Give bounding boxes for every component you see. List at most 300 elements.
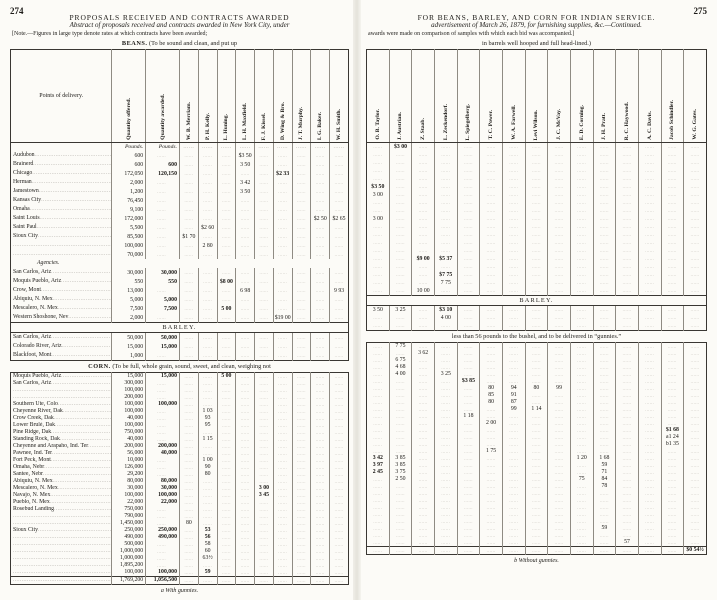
table-row: [367, 271, 707, 279]
bid-cell: ......: [434, 448, 457, 455]
bid-cell: ......: [502, 357, 525, 364]
quantity-awarded-cell: ......: [146, 464, 180, 471]
bid-cell: ......: [570, 497, 593, 504]
bid-cell: a1 24: [661, 434, 684, 441]
quantity-awarded-cell: 1,056,500: [146, 577, 180, 585]
column-header-quantity: [112, 50, 146, 143]
beans-heading: BEANS.: [121, 40, 148, 47]
table-row: [11, 250, 349, 259]
bid-cell: ......: [217, 492, 236, 499]
bid-cell: ......: [217, 436, 236, 443]
bid-cell: ......: [255, 520, 274, 527]
bid-cell: ......: [525, 239, 548, 247]
bid-cell: ......: [616, 151, 639, 159]
bid-cell: 9 93: [330, 286, 349, 295]
bid-cell: ......: [434, 434, 457, 441]
bid-cell: ......: [198, 342, 217, 351]
points-of-delivery-cell: Crow Creek, Dak .....: [11, 415, 112, 422]
bid-cell: ......: [412, 420, 435, 427]
bid-cell: ......: [311, 241, 330, 250]
bid-cell: 4 68: [389, 364, 412, 371]
column-header-bidder: [457, 50, 480, 143]
bid-cell: ......: [684, 322, 707, 331]
bid-cell: ......: [434, 207, 457, 215]
bid-cell: ......: [480, 255, 503, 263]
quantity-awarded-cell: ......: [146, 506, 180, 513]
bid-cell: ......: [373, 232, 383, 237]
bid-cell: ......: [330, 277, 349, 286]
bid-cell: ......: [389, 483, 412, 490]
points-of-delivery-cell: Rosebud Landing .....: [11, 506, 112, 513]
bid-cell: ......: [502, 497, 525, 504]
bid-cell: ......: [684, 255, 707, 263]
bid-cell: ......: [273, 205, 292, 214]
quantity-awarded-cell: 7,500: [146, 304, 180, 313]
bid-cell: ......: [684, 399, 707, 406]
quantity-offered-cell: 30,000: [112, 485, 146, 492]
quantity-offered-cell: 1,200: [112, 187, 146, 196]
table-header-row: [367, 50, 707, 143]
bid-cell: ......: [412, 539, 435, 547]
bid-cell: ......: [593, 434, 616, 441]
bid-cell: ......: [311, 313, 330, 323]
bid-cell: ......: [273, 577, 292, 585]
bid-cell: 2 80: [198, 241, 217, 250]
bid-cell: ......: [389, 239, 412, 247]
table-row: [367, 167, 707, 175]
bid-cell: ......: [412, 385, 435, 392]
bid-cell: 3 42: [372, 455, 383, 461]
column-header-bidder: [367, 50, 390, 143]
column-header-bidder: [412, 50, 435, 143]
bid-cell: ......: [457, 207, 480, 215]
table-row: [367, 539, 707, 547]
bid-cell: ......: [198, 178, 217, 187]
quantity-awarded-cell: 100,000: [146, 492, 180, 499]
bid-cell: ......: [525, 497, 548, 504]
bid-cell: ......: [273, 394, 292, 401]
bid-cell: ......: [198, 562, 217, 569]
beans-caption-right: [366, 40, 707, 47]
bid-cell: ......: [292, 548, 311, 555]
bid-cell: ......: [684, 350, 707, 357]
bid-cell: ......: [217, 534, 236, 541]
bid-cell: ......: [255, 541, 274, 548]
bid-cell: ......: [616, 462, 639, 469]
table-row: [11, 313, 349, 323]
bid-cell: ......: [179, 485, 198, 492]
bid-cell: ......: [502, 469, 525, 476]
points-of-delivery-cell: Santee, Nebr .....: [11, 471, 112, 478]
bid-cell: ......: [616, 350, 639, 357]
column-header-bidder: [616, 50, 639, 143]
bid-cell: ......: [236, 373, 255, 381]
bid-cell: ......: [525, 350, 548, 357]
bid-cell: ......: [593, 322, 616, 331]
bid-cell: ......: [198, 499, 217, 506]
quantity-offered-cell: 750,000: [112, 506, 146, 513]
bid-cell: ......: [457, 223, 480, 231]
bid-cell: ......: [502, 314, 525, 322]
bid-cell: ......: [179, 443, 198, 450]
bid-cell: ......: [273, 143, 292, 152]
table-row: [11, 457, 349, 464]
bid-cell: ......: [330, 541, 349, 548]
bid-cell: ......: [570, 287, 593, 296]
bid-cell: ......: [480, 239, 503, 247]
bid-cell: ......: [593, 239, 616, 247]
bid-cell: ......: [616, 199, 639, 207]
bid-cell: ......: [217, 178, 236, 187]
bid-cell: ......: [373, 288, 383, 293]
points-of-delivery-cell: San Carlos, Ariz .....: [11, 333, 112, 343]
rotated-header-text: R. C. Haywood.: [624, 101, 631, 140]
bid-cell: ......: [661, 525, 684, 532]
table-row: [11, 286, 349, 295]
bid-cell: ......: [373, 200, 383, 205]
bid-cell: ......: [480, 215, 503, 223]
bid-cell: ......: [179, 205, 198, 214]
bid-cell: ......: [330, 223, 349, 232]
table-row: [11, 464, 349, 471]
bid-cell: ......: [502, 420, 525, 427]
bid-cell: ......: [548, 504, 571, 511]
bid-cell: ......: [525, 413, 548, 420]
bid-cell: ......: [255, 478, 274, 485]
quantity-offered-cell: 40,000: [112, 436, 146, 443]
quantity-offered-cell: 250,000: [112, 527, 146, 534]
bid-cell: ......: [616, 207, 639, 215]
quantity-offered-cell: 5,000: [112, 295, 146, 304]
bid-cell: 3 00: [372, 216, 383, 222]
bid-cell: ......: [548, 223, 571, 231]
bid-cell: ......: [616, 427, 639, 434]
bid-cell: ......: [255, 277, 274, 286]
bid-cell: 4 00: [434, 314, 457, 322]
bid-cell: ......: [434, 525, 457, 532]
points-of-delivery-cell: [11, 555, 112, 562]
bid-cell: ......: [593, 159, 616, 167]
bid-cell: ......: [661, 476, 684, 483]
bid-cell: ......: [548, 263, 571, 271]
bid-cell: ......: [330, 187, 349, 196]
quantity-offered-cell: 100,000: [112, 387, 146, 394]
column-header-bidder: [480, 50, 503, 143]
bid-cell: ......: [434, 392, 457, 399]
bid-cell: ......: [179, 429, 198, 436]
bid-cell: ......: [457, 215, 480, 223]
bid-cell: ......: [525, 151, 548, 159]
bid-cell: ......: [570, 255, 593, 263]
bid-cell: ......: [311, 577, 330, 585]
bid-cell: ......: [236, 223, 255, 232]
bid-cell: ......: [593, 539, 616, 547]
bid-cell: ......: [198, 577, 217, 585]
bid-cell: ......: [311, 485, 330, 492]
bid-cell: ......: [236, 464, 255, 471]
bid-cell: ......: [661, 350, 684, 357]
bid-cell: $1 70: [179, 232, 198, 241]
beans-caption-continuation: in barrels well hooped and full head-lined.): [482, 40, 591, 47]
bid-cell: ......: [480, 306, 503, 315]
bid-cell: ......: [661, 539, 684, 547]
bid-cell: ......: [502, 427, 525, 434]
bid-cell: ......: [236, 562, 255, 569]
table-row: [11, 178, 349, 187]
bid-cell: 3 42: [236, 178, 255, 187]
table-row: [367, 483, 707, 490]
bid-cell: ......: [292, 178, 311, 187]
section-label-filler: [112, 259, 349, 268]
bid-cell: ......: [330, 492, 349, 499]
bid-cell: ......: [217, 333, 236, 343]
bid-cell: ......: [684, 263, 707, 271]
bid-cell: 1 18: [457, 413, 480, 420]
bid-cell: ......: [255, 313, 274, 323]
bid-cell: ......: [273, 286, 292, 295]
bid-cell: 90: [198, 464, 217, 471]
bid-cell: ......: [593, 497, 616, 504]
bid-cell: ......: [638, 483, 661, 490]
bid-cell: ......: [434, 322, 457, 331]
bid-cell: ......: [330, 205, 349, 214]
bid-cell: ......: [255, 151, 274, 160]
bid-cell: ......: [593, 511, 616, 518]
table-row: [367, 350, 707, 357]
bid-cell: ......: [389, 199, 412, 207]
bid-cell: ......: [480, 413, 503, 420]
bid-cell: ......: [236, 541, 255, 548]
bid-cell: ......: [292, 286, 311, 295]
bid-cell: ......: [570, 532, 593, 539]
bid-cell: ......: [457, 448, 480, 455]
bid-cell: 58: [198, 541, 217, 548]
quantity-offered-cell: 1,000,000: [112, 548, 146, 555]
bid-cell: ......: [198, 295, 217, 304]
table-row: [367, 385, 707, 392]
points-of-delivery-cell: [11, 387, 112, 394]
quantity-offered-cell: 80,000: [112, 478, 146, 485]
bid-cell: ......: [661, 207, 684, 215]
bid-cell: $8 00: [217, 277, 236, 286]
bid-cell: ......: [434, 511, 457, 518]
bid-cell: ......: [616, 183, 639, 191]
bid-cell: ......: [292, 478, 311, 485]
rotated-header-text: E. D. Corning.: [578, 104, 585, 140]
bid-cell: 56: [198, 534, 217, 541]
bid-cell: 3 00: [255, 485, 274, 492]
bid-cell: ......: [457, 539, 480, 547]
bid-cell: ......: [661, 532, 684, 539]
bid-cell: ......: [330, 304, 349, 313]
bid-cell: ......: [593, 399, 616, 406]
bid-cell: ......: [684, 159, 707, 167]
bid-cell: ......: [593, 143, 616, 152]
bid-cell: ......: [502, 364, 525, 371]
bid-cell: ......: [217, 351, 236, 361]
rotated-header-text: Levi Wilson.: [533, 109, 540, 140]
bid-cell: ......: [684, 175, 707, 183]
bid-cell: ......: [198, 196, 217, 205]
bid-cell: ......: [457, 159, 480, 167]
rotated-header-text: Quantity offered.: [125, 98, 132, 140]
bid-cell: ......: [502, 322, 525, 331]
bid-cell: ......: [389, 504, 412, 511]
bid-cell: ......: [217, 429, 236, 436]
bid-cell: ......: [684, 215, 707, 223]
bid-cell: ......: [548, 151, 571, 159]
bid-cell: ......: [330, 313, 349, 323]
bid-cell: ......: [684, 271, 707, 279]
bid-cell: ......: [616, 239, 639, 247]
bid-cell: ......: [330, 506, 349, 513]
table-row: [11, 499, 349, 506]
bid-cell: ......: [389, 448, 412, 455]
bid-cell: ......: [661, 239, 684, 247]
quantity-offered-cell: 750,000: [112, 429, 146, 436]
table-row: [11, 187, 349, 196]
bid-cell: ......: [638, 143, 661, 152]
bid-cell: ......: [457, 306, 480, 315]
bid-cell: ......: [179, 387, 198, 394]
quantity-awarded-cell: ......: [146, 520, 180, 527]
table-row: [11, 485, 349, 492]
bid-cell: ......: [179, 513, 198, 520]
bid-cell: ......: [373, 264, 383, 269]
bid-cell: ......: [570, 525, 593, 532]
bid-cell: ......: [570, 385, 593, 392]
bid-cell: ......: [373, 449, 383, 454]
bid-cell: ......: [525, 371, 548, 378]
bid-cell: ......: [480, 525, 503, 532]
bid-cell: ......: [273, 506, 292, 513]
bid-cell: ......: [389, 279, 412, 287]
table-row: [367, 175, 707, 183]
bid-cell: 6 98: [236, 286, 255, 295]
bid-cell: ......: [570, 271, 593, 279]
bid-cell: ......: [389, 490, 412, 497]
bid-cell: ......: [570, 247, 593, 255]
bid-cell: ......: [457, 406, 480, 413]
bid-cell: 3 75: [389, 469, 412, 476]
bid-cell: ......: [434, 399, 457, 406]
bid-cell: ......: [480, 518, 503, 525]
bid-cell: ......: [292, 250, 311, 259]
points-of-delivery-cell: Blackfoot, Mont .....: [11, 351, 112, 361]
bid-cell: ......: [255, 499, 274, 506]
bid-cell: ......: [480, 350, 503, 357]
bid-cell: ......: [273, 415, 292, 422]
bid-cell: ......: [525, 392, 548, 399]
bid-cell: ......: [502, 239, 525, 247]
table-row: [367, 207, 707, 215]
footnote-left: a With gunnies.: [160, 588, 199, 594]
bid-cell: ......: [502, 207, 525, 215]
bid-cell: ......: [236, 422, 255, 429]
bid-cell: ......: [548, 183, 571, 191]
bid-cell: ......: [616, 175, 639, 183]
bid-cell: ......: [480, 247, 503, 255]
bid-cell: ......: [273, 401, 292, 408]
bid-cell: ......: [217, 450, 236, 457]
bid-cell: ......: [330, 241, 349, 250]
points-of-delivery-cell: [11, 513, 112, 520]
quantity-offered-cell: 200,000: [112, 394, 146, 401]
bid-cell: ......: [457, 469, 480, 476]
bid-cell: ......: [292, 555, 311, 562]
bid-cell: ......: [412, 497, 435, 504]
quantity-awarded-cell: ......: [146, 429, 180, 436]
bid-cell: ......: [292, 534, 311, 541]
bid-cell: ......: [255, 506, 274, 513]
bid-cell: ......: [638, 279, 661, 287]
bid-cell: ......: [311, 422, 330, 429]
bid-cell: ......: [311, 196, 330, 205]
bid-cell: ......: [311, 527, 330, 534]
bid-cell: ......: [661, 504, 684, 511]
bid-cell: ......: [638, 255, 661, 263]
bid-cell: ......: [292, 387, 311, 394]
bid-cell: ......: [255, 187, 274, 196]
bid-cell: ......: [570, 322, 593, 331]
bid-cell: ......: [330, 151, 349, 160]
bid-cell: ......: [255, 268, 274, 277]
bid-cell: ......: [412, 399, 435, 406]
bid-cell: ......: [457, 392, 480, 399]
bid-cell: ......: [389, 159, 412, 167]
bid-cell: ......: [255, 178, 274, 187]
quantity-offered-cell: 15,000: [112, 373, 146, 381]
bid-cell: ......: [548, 287, 571, 296]
bid-cell: ......: [525, 191, 548, 199]
bid-cell: ......: [217, 268, 236, 277]
bid-cell: ......: [273, 555, 292, 562]
bid-cell: ......: [236, 471, 255, 478]
bid-cell: ......: [502, 343, 525, 351]
bid-cell: ......: [330, 250, 349, 259]
bid-cell: ......: [389, 223, 412, 231]
quantity-awarded-cell: 490,000: [146, 534, 180, 541]
bid-cell: ......: [198, 277, 217, 286]
bid-cell: ......: [661, 263, 684, 271]
bid-cell: ......: [661, 406, 684, 413]
table-row: [367, 399, 707, 406]
bid-cell: ......: [616, 406, 639, 413]
bid-cell: ......: [412, 504, 435, 511]
bid-cell: ......: [548, 406, 571, 413]
bid-cell: ......: [373, 505, 383, 510]
bid-cell: ......: [373, 256, 383, 261]
quantity-offered-cell: 100,000: [112, 408, 146, 415]
bid-cell: ......: [373, 519, 383, 524]
bid-cell: ......: [273, 457, 292, 464]
points-of-delivery-cell: San Carlos, Ariz .....: [11, 380, 112, 387]
bid-cell: ......: [570, 314, 593, 322]
bid-cell: ......: [311, 548, 330, 555]
bid-cell: ......: [389, 413, 412, 420]
bid-cell: ......: [525, 223, 548, 231]
bid-cell: ......: [570, 392, 593, 399]
beans-caption-left: [10, 40, 349, 47]
bid-cell: ......: [292, 205, 311, 214]
points-of-delivery-cell: Audubon .....: [11, 151, 112, 160]
bid-cell: ......: [311, 408, 330, 415]
bid-cell: ......: [273, 429, 292, 436]
bid-cell: ......: [389, 497, 412, 504]
bid-cell: ......: [593, 343, 616, 351]
bid-cell: ......: [198, 313, 217, 323]
bid-cell: 3 50: [236, 187, 255, 196]
